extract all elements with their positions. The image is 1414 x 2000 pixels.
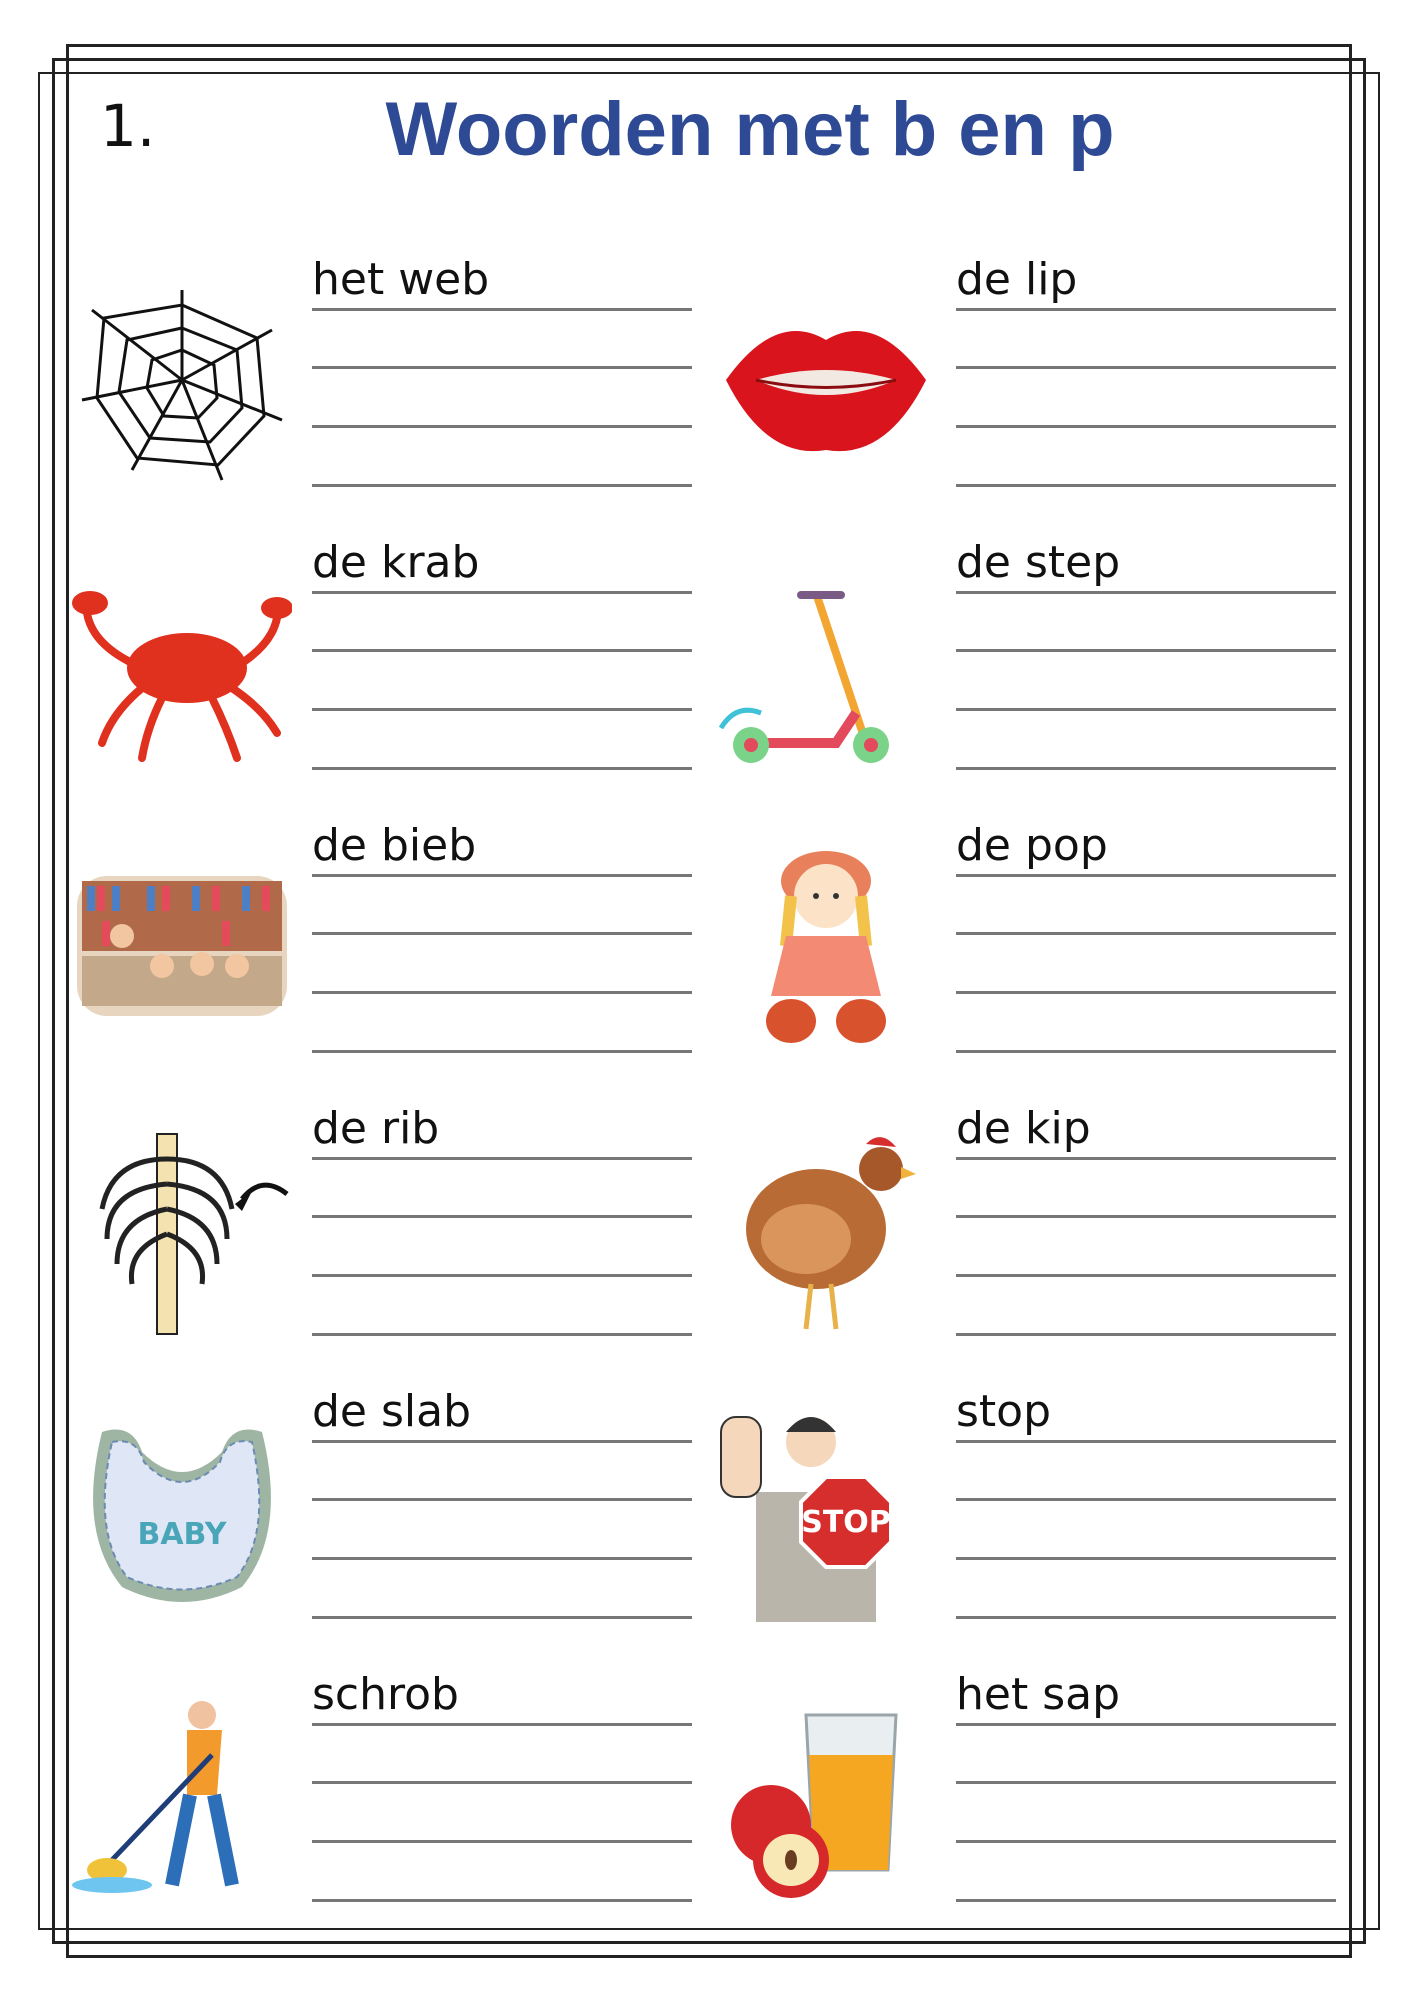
writing-line[interactable]: [312, 1557, 692, 1560]
writing-line[interactable]: [956, 1215, 1336, 1218]
writing-line[interactable]: [956, 1333, 1336, 1336]
writing-line[interactable]: [956, 649, 1336, 652]
stop-sign-icon: [716, 1402, 936, 1622]
writing-line[interactable]: [312, 767, 692, 770]
library-icon: [72, 836, 292, 1056]
word-entry-lip: [716, 254, 1356, 520]
word-entry-stop: [716, 1386, 1356, 1652]
word-label: de rib: [312, 1103, 440, 1154]
crab-icon: [72, 553, 292, 773]
writing-line[interactable]: [956, 425, 1336, 428]
writing-line[interactable]: [956, 767, 1336, 770]
page-title: Woorden met b en p: [385, 87, 1115, 172]
word-label: de step: [956, 537, 1121, 588]
writing-line[interactable]: [312, 649, 692, 652]
writing-line[interactable]: [312, 932, 692, 935]
writing-line[interactable]: [956, 591, 1336, 594]
word-entry-slab: [72, 1386, 712, 1652]
writing-line[interactable]: [956, 1157, 1336, 1160]
writing-line[interactable]: [312, 1440, 692, 1443]
writing-line[interactable]: [956, 874, 1336, 877]
writing-line[interactable]: [312, 1333, 692, 1336]
mopping-person-icon: [72, 1685, 292, 1905]
word-label: de pop: [956, 820, 1108, 871]
writing-line[interactable]: [312, 1050, 692, 1053]
word-label: het web: [312, 254, 490, 305]
writing-line[interactable]: [312, 1498, 692, 1501]
lips-icon: [716, 270, 936, 490]
writing-line[interactable]: [312, 366, 692, 369]
writing-line[interactable]: [312, 1215, 692, 1218]
word-entry-bieb: [72, 820, 712, 1086]
word-entry-schrob: [72, 1669, 712, 1935]
word-entry-web: [72, 254, 712, 520]
word-entry-krab: [72, 537, 712, 803]
writing-line[interactable]: [312, 1781, 692, 1784]
writing-line[interactable]: [956, 1899, 1336, 1902]
word-label: de lip: [956, 254, 1078, 305]
word-entry-kip: [716, 1103, 1356, 1369]
writing-line[interactable]: [312, 591, 692, 594]
doll-icon: [716, 836, 936, 1056]
writing-line[interactable]: [312, 1899, 692, 1902]
writing-line[interactable]: [312, 1616, 692, 1619]
writing-line[interactable]: [956, 1840, 1336, 1843]
writing-line[interactable]: [312, 874, 692, 877]
word-entry-step: [716, 537, 1356, 803]
word-label: de krab: [312, 537, 480, 588]
ribcage-icon: [72, 1119, 292, 1339]
writing-line[interactable]: [956, 1050, 1336, 1053]
writing-line[interactable]: [956, 1274, 1336, 1277]
bib-text: BABY: [137, 1517, 227, 1552]
writing-line[interactable]: [956, 366, 1336, 369]
word-label: de bieb: [312, 820, 477, 871]
writing-line[interactable]: [312, 425, 692, 428]
writing-line[interactable]: [956, 1781, 1336, 1784]
writing-line[interactable]: [312, 1723, 692, 1726]
writing-line[interactable]: [956, 708, 1336, 711]
writing-line[interactable]: [956, 1616, 1336, 1619]
exercise-number: 1.: [100, 92, 156, 160]
writing-line[interactable]: [312, 991, 692, 994]
writing-line[interactable]: [312, 1840, 692, 1843]
writing-line[interactable]: [956, 1557, 1336, 1560]
word-entry-sap: [716, 1669, 1356, 1935]
writing-line[interactable]: [312, 484, 692, 487]
writing-line[interactable]: [956, 1723, 1336, 1726]
word-label: schrob: [312, 1669, 459, 1720]
writing-line[interactable]: [312, 708, 692, 711]
word-label: stop: [956, 1386, 1052, 1437]
word-entry-rib: [72, 1103, 712, 1369]
bib-icon: [72, 1402, 292, 1622]
writing-line[interactable]: [956, 991, 1336, 994]
word-label: de kip: [956, 1103, 1091, 1154]
writing-line[interactable]: [956, 308, 1336, 311]
writing-line[interactable]: [956, 484, 1336, 487]
writing-line[interactable]: [312, 308, 692, 311]
scooter-icon: [716, 553, 936, 773]
writing-line[interactable]: [956, 1498, 1336, 1501]
writing-line[interactable]: [956, 1440, 1336, 1443]
word-entry-pop: [716, 820, 1356, 1086]
writing-line[interactable]: [312, 1274, 692, 1277]
word-label: de slab: [312, 1386, 472, 1437]
word-label: het sap: [956, 1669, 1121, 1720]
hen-icon: [716, 1119, 936, 1339]
stop-sign-text: STOP: [801, 1505, 891, 1540]
spider-web-icon: [72, 270, 292, 490]
writing-line[interactable]: [312, 1157, 692, 1160]
juice-apple-icon: [716, 1685, 936, 1905]
writing-line[interactable]: [956, 932, 1336, 935]
